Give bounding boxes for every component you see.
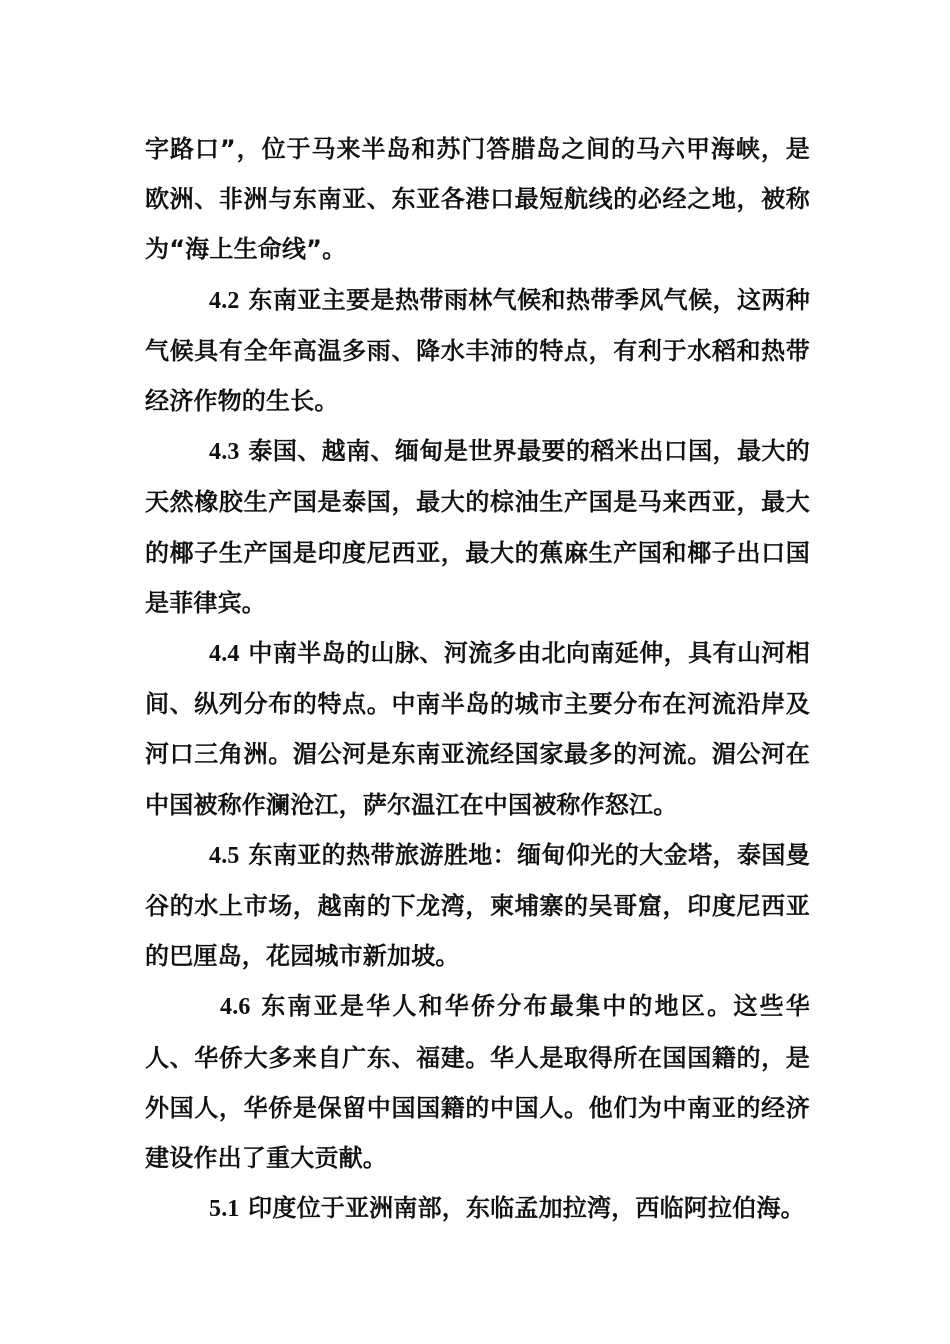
paragraph-text: 泰国、越南、缅甸是世界最要的稻米出口国，最大的天然橡胶生产国是泰国，最大的棕油生产国是马来西亚，最大的椰子生产国是印度尼西亚，最大的蕉麻生产国和椰子出口国是菲律宾。 [145,437,810,617]
paragraph-text: 中南半岛的山脉、河流多由北向南延伸，具有山河相间、纵列分布的特点。中南半岛的城市主要分布在河流沿岸及河口三角洲。湄公河是东南亚流经国家最多的河流。湄公河在中国被称作澜沧江，萨尔温江在中国被称作怒江。 [145,639,810,819]
paragraph-4-4 [145,628,810,830]
section-number: 4.2 [209,287,240,314]
paragraph-text: 印度位于亚洲南部，东临孟加拉湾，西临阿拉伯海。 [248,1194,805,1223]
paragraph-text: 东南亚的热带旅游胜地：缅甸仰光的大金塔，泰国曼谷的水上市场，越南的下龙湾，柬埔寨的吴哥窟，印度尼西亚的巴厘岛，花园城市新加坡。 [145,840,810,971]
paragraph-4-5 [145,830,810,982]
section-number: 4.3 [209,439,240,466]
paragraph-4-3 [145,426,810,628]
paragraph-5-1 [145,1183,810,1234]
section-number: 4.6 [220,994,251,1021]
section-number: 5.1 [209,1196,240,1223]
paragraph-4-6 [145,981,810,1183]
paragraph-text: 东南亚主要是热带雨林气候和热带季风气候，这两种气候具有全年高温多雨、降水丰沛的特点，有利于水稻和热带经济作物的生长。 [145,285,810,416]
paragraph-text: 东南亚是华人和华侨分布最集中的地区。这些华人、华侨大多来自广东、福建。华人是取得所在国国籍的，是外国人，华侨是保留中国国籍的中国人。他们为中南亚的经济建设作出了重大贡献。 [145,992,810,1173]
section-number: 4.4 [209,641,240,668]
paragraph-4-2 [145,275,810,427]
paragraph-continued [145,124,810,275]
paragraph-text: 字路口”，位于马来半岛和苏门答腊岛之间的马六甲海峡，是欧洲、非洲与东南亚、东亚各港口最短航线的必经之地，被称为“海上生命线”。 [145,135,810,264]
body-text [145,124,810,1234]
section-number: 4.5 [209,842,240,869]
